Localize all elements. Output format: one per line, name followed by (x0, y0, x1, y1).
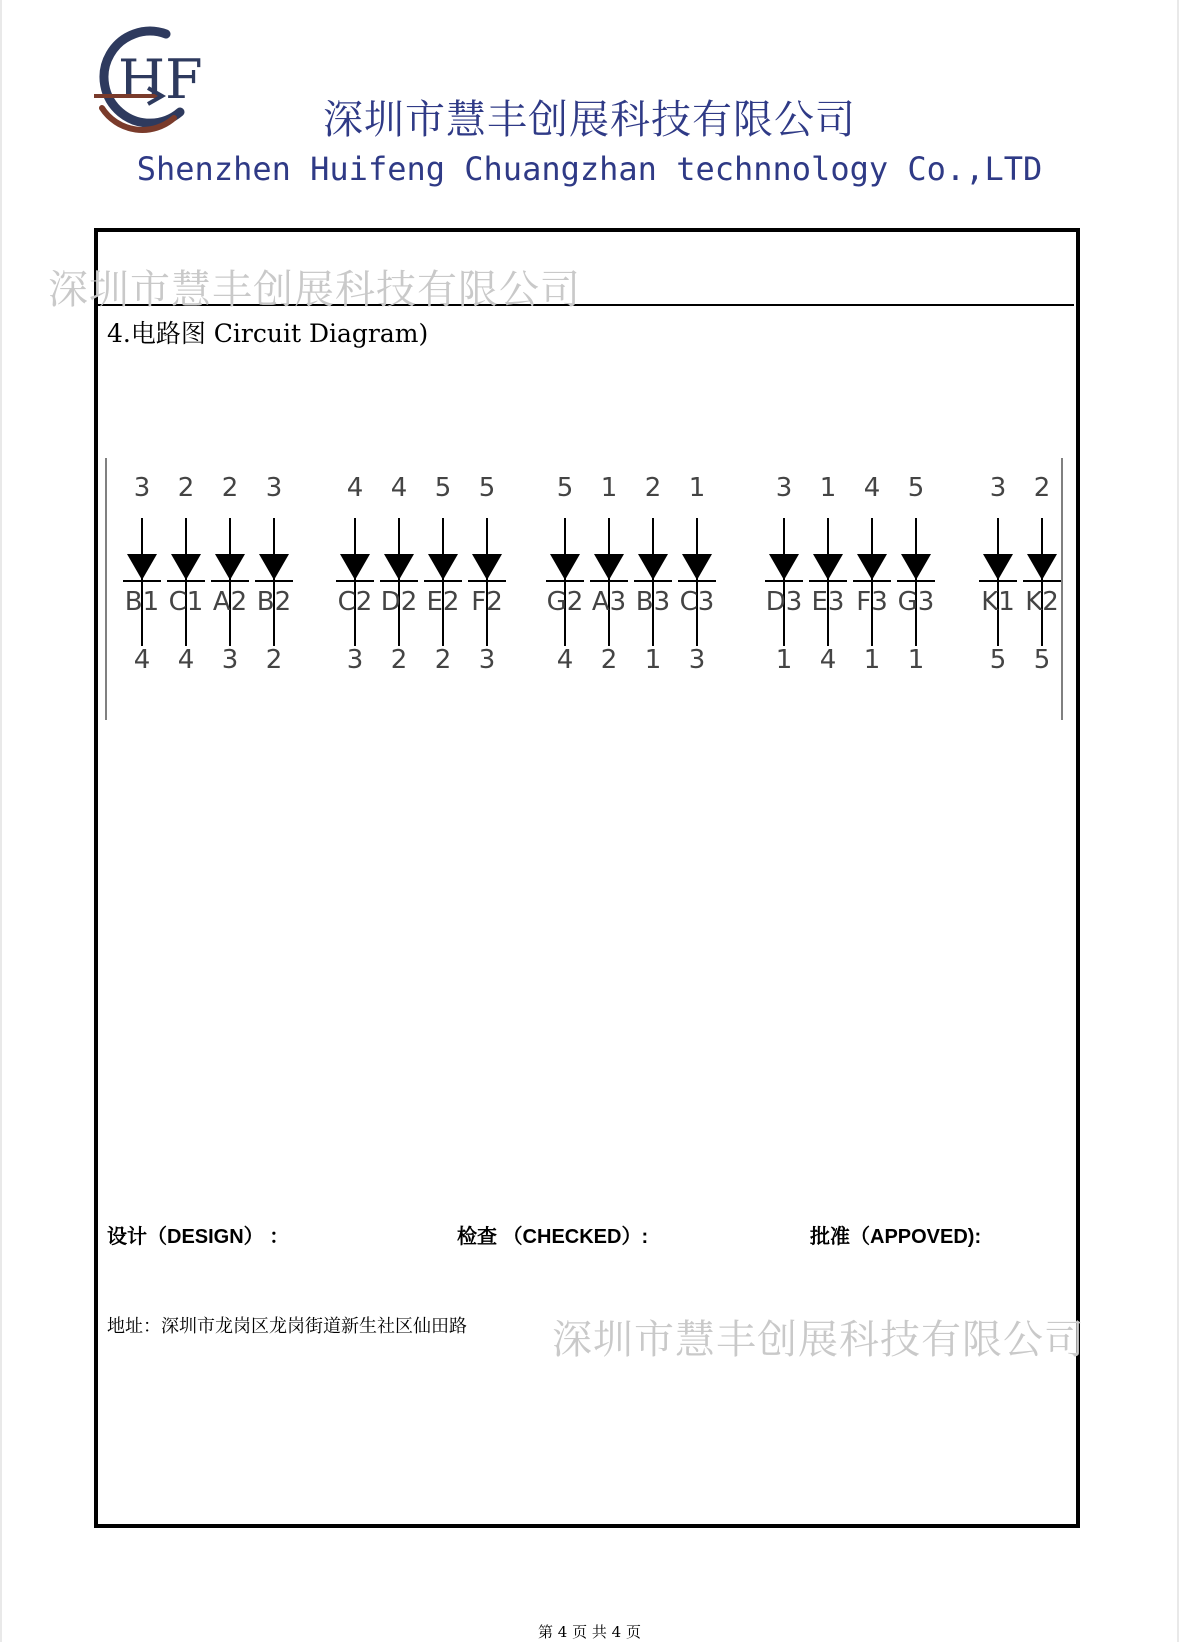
diode-bottom-pin: 4 (556, 645, 574, 675)
diode-top-pin: 2 (644, 473, 662, 503)
diode-top-pin: 4 (863, 473, 881, 503)
diode-triangle (638, 554, 668, 580)
diode-triangle (983, 554, 1013, 580)
diode-triangle (127, 554, 157, 580)
diode-triangle (340, 554, 370, 580)
company-address: 地址：深圳市龙岗区龙岗街道新生社区仙田路 (107, 1316, 467, 1337)
diode-top-pin: 3 (775, 473, 793, 503)
diode-triangle (259, 554, 289, 580)
diode-bottom-pin: 3 (688, 645, 706, 675)
diode-top-pin: 5 (556, 473, 574, 503)
circuit-diagram-svg (104, 458, 1072, 722)
diode-triangle (813, 554, 843, 580)
diode-segment-label: C2 (337, 587, 373, 617)
diode-top-pin: 1 (819, 473, 837, 503)
diode-triangle (857, 554, 887, 580)
diode-top-pin: 1 (600, 473, 618, 503)
diode-triangle (215, 554, 245, 580)
diode-segment-label: K2 (1025, 587, 1059, 617)
diode-top-pin: 5 (907, 473, 925, 503)
diode-triangle (472, 554, 502, 580)
diode-top-pin: 3 (133, 473, 151, 503)
diode-segment-label: F2 (471, 587, 503, 617)
diode-segment-label: B3 (635, 587, 671, 617)
approved-signature-label: 批准（APPOVED): (810, 1226, 982, 1248)
diode-top-pin: 3 (989, 473, 1007, 503)
diode-segment-label: D3 (765, 587, 803, 617)
diode-triangle (594, 554, 624, 580)
design-signature-label: 设计（DESIGN） ： (107, 1226, 290, 1248)
diode-triangle (428, 554, 458, 580)
diode-bottom-pin: 5 (1033, 645, 1051, 675)
diode-bottom-pin: 5 (989, 645, 1007, 675)
diode-segment-label: E2 (426, 587, 460, 617)
diode-bottom-pin: 3 (221, 645, 239, 675)
diode-segment-label: G2 (546, 587, 584, 617)
diode-segment-label: E3 (811, 587, 845, 617)
diode-segment-label: D2 (380, 587, 418, 617)
watermark-bottom: 深圳市慧丰创展科技有限公司 (552, 1317, 1085, 1363)
diode-bottom-pin: 2 (434, 645, 452, 675)
diode-top-pin: 1 (688, 473, 706, 503)
watermark-top: 深圳市慧丰创展科技有限公司 (48, 267, 581, 313)
diode-top-pin: 2 (177, 473, 195, 503)
diode-segment-label: B2 (256, 587, 292, 617)
circuit-diagram (104, 458, 1072, 722)
diode-segment-label: K1 (981, 587, 1015, 617)
diode-segment-label: G3 (897, 587, 935, 617)
diode-triangle (901, 554, 931, 580)
diode-top-pin: 2 (1033, 473, 1051, 503)
diode-top-pin: 2 (221, 473, 239, 503)
diode-bottom-pin: 1 (907, 645, 925, 675)
diode-segment-label: C1 (168, 587, 204, 617)
diode-triangle (682, 554, 712, 580)
diode-top-pin: 3 (265, 473, 283, 503)
diode-bottom-pin: 1 (863, 645, 881, 675)
section-title: 4.电路图 Circuit Diagram) (107, 319, 429, 348)
diode-top-pin: 5 (478, 473, 496, 503)
diode-bottom-pin: 1 (775, 645, 793, 675)
diode-bottom-pin: 4 (819, 645, 837, 675)
diode-top-pin: 4 (390, 473, 408, 503)
diode-triangle (769, 554, 799, 580)
diode-triangle (1027, 554, 1057, 580)
diode-bottom-pin: 4 (177, 645, 195, 675)
page-footer: 第 4 页 共 4 页 (538, 1623, 641, 1641)
diode-bottom-pin: 1 (644, 645, 662, 675)
diode-bottom-pin: 4 (133, 645, 151, 675)
diode-top-pin: 5 (434, 473, 452, 503)
diode-bottom-pin: 3 (478, 645, 496, 675)
diode-bottom-pin: 3 (346, 645, 364, 675)
diode-segment-label: F3 (856, 587, 888, 617)
diode-segment-label: C3 (679, 587, 715, 617)
logo-letters: HF (118, 48, 203, 111)
company-name-en: Shenzhen Huifeng Chuangzhan technnology Co.,LTD (136, 150, 1043, 188)
diode-bottom-pin: 2 (390, 645, 408, 675)
diode-bottom-pin: 2 (600, 645, 618, 675)
diode-top-pin: 4 (346, 473, 364, 503)
diode-segment-label: A2 (212, 587, 248, 617)
company-name-cn: 深圳市慧丰创展科技有限公司 (323, 97, 856, 143)
diode-triangle (550, 554, 580, 580)
diode-segment-label: A3 (591, 587, 627, 617)
diode-bottom-pin: 2 (265, 645, 283, 675)
checked-signature-label: 检查 （CHECKED）: (457, 1226, 649, 1248)
diode-segment-label: B1 (124, 587, 160, 617)
diode-triangle (171, 554, 201, 580)
diode-triangle (384, 554, 414, 580)
